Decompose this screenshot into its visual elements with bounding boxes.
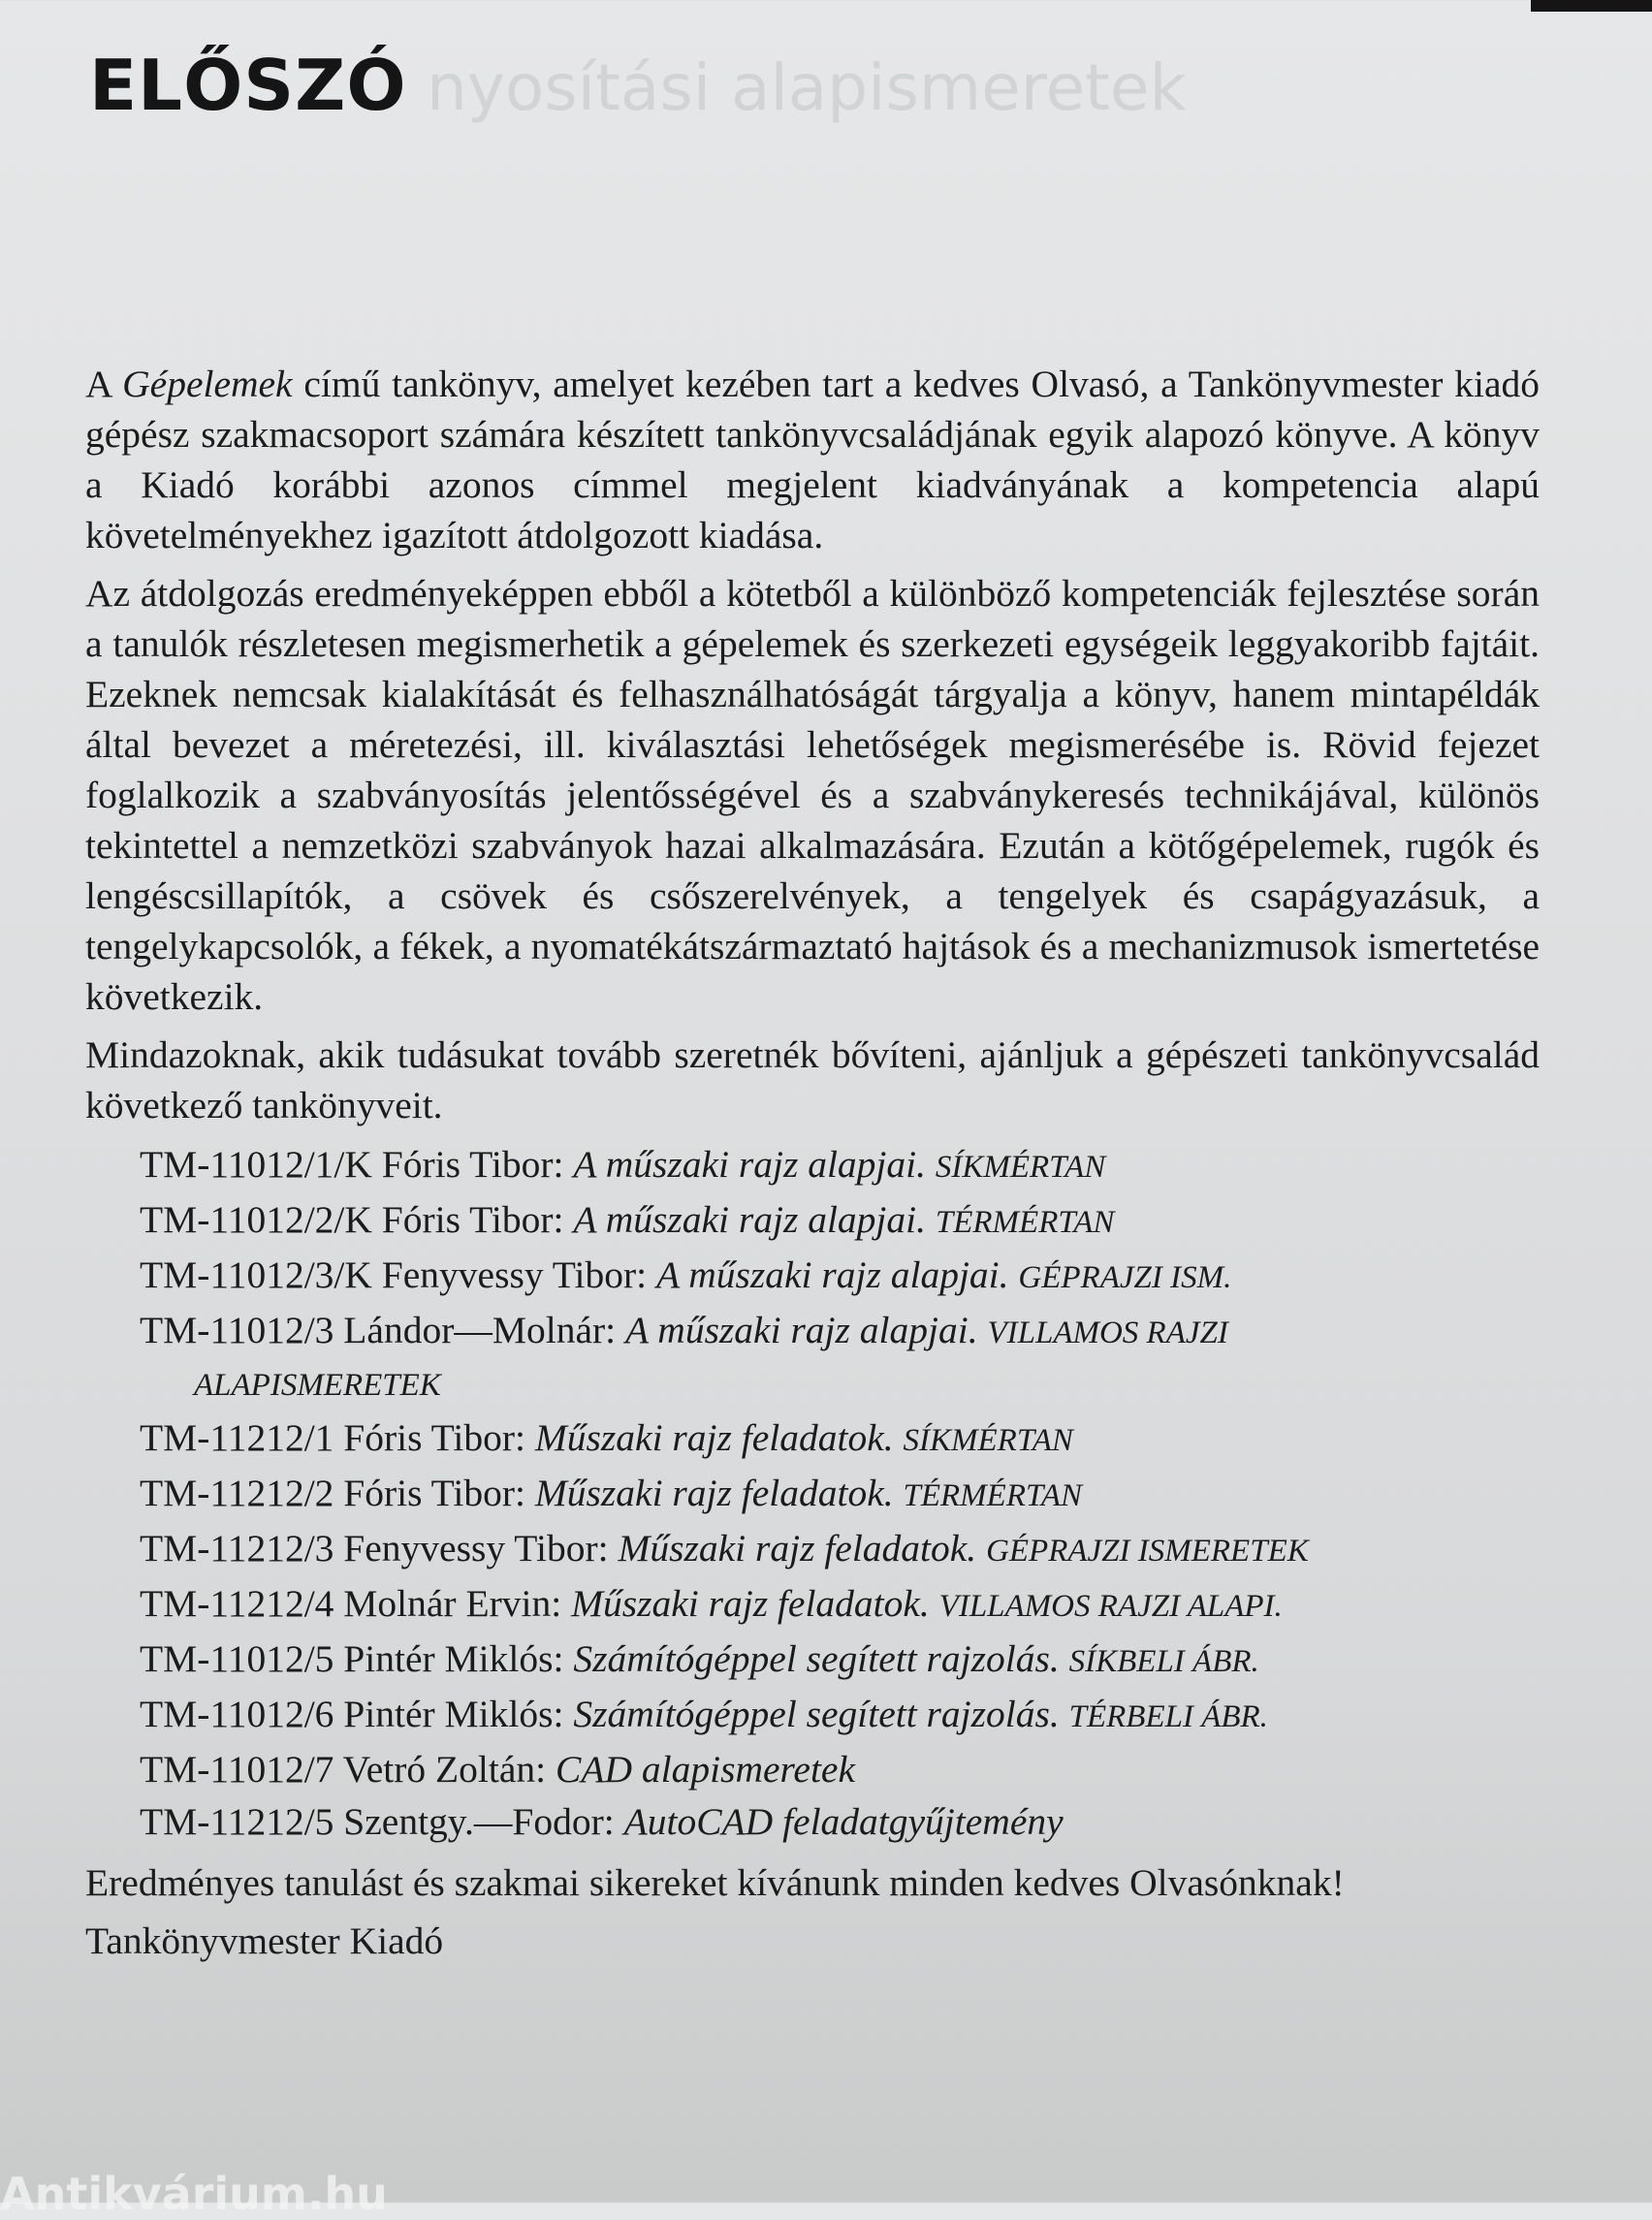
preface-body bbox=[85, 359, 1540, 1974]
publisher-signature: Tankönyvmester Kiadó bbox=[85, 1919, 444, 1962]
page-title: ELŐSZÓ bbox=[89, 45, 407, 126]
book-subtitle: TÉRBELI ÁBR. bbox=[1068, 1699, 1268, 1734]
book-code: TM-11012/7 bbox=[140, 1748, 334, 1791]
book-author: Fóris Tibor: bbox=[381, 1198, 564, 1241]
book-item bbox=[140, 1467, 1540, 1522]
book-code: TM-11012/6 bbox=[140, 1693, 334, 1735]
paragraph-contents: Az átdolgozás eredményeképpen ebből a kötetből a különböző kompetenciák fejlesztése során a tanulók részletesen megismerhetik a gépelemek és szerkezeti egységeik leggyakoribb fajtáit. Ezeknek nemcsak kialakítását és felhasználhatóságát tárgyalja a könyv, hanem mintapéldák által bevezet a méretezési, ill. kiválasztási lehetőségek megismerésébe is. Rövid fejezet foglalkozik a szabványosítás jelentősségével és a szabványkeresés technikájával, különös tekintettel a nemzetközi szabványok hazai alkalmazására. Ezután a kötőgépelemek, rugók és lengéscsillapítók, a csövek és csőszerelvények, a tengelyek és csapágyazásuk, a tengelykapcsolók, a fékek, a nyomatékátszármaztató hajtások és a mechanizmusok ismertetése következik. bbox=[85, 572, 1540, 1018]
closing-line: Eredményes tanulást és szakmai sikereket kívánunk minden kedves Olvasónknak! bbox=[85, 1861, 1345, 1904]
book-author: Lándor—Molnár: bbox=[343, 1309, 617, 1351]
book-author: Vetró Zoltán: bbox=[342, 1748, 547, 1791]
book-item bbox=[140, 1522, 1540, 1577]
book-code: TM-11012/3/K bbox=[140, 1253, 372, 1296]
book-code: TM-11012/3 bbox=[140, 1309, 334, 1351]
book-code: TM-11212/5 bbox=[140, 1800, 334, 1843]
book-author: Pintér Miklós: bbox=[343, 1637, 564, 1680]
bleed-through-title: nyosítási alapismeretek bbox=[427, 50, 1187, 125]
book-subtitle-continued: ALAPISMERETEK bbox=[194, 1368, 441, 1403]
book-subtitle: TÉRMÉRTAN bbox=[935, 1205, 1115, 1240]
book-title: Számítógéppel segített rajzolás. bbox=[573, 1693, 1060, 1735]
book-code: TM-11012/2/K bbox=[140, 1198, 372, 1241]
book-subtitle: VILLAMOS RAJZI ALAPI. bbox=[938, 1589, 1283, 1624]
book-author: Molnár Ervin: bbox=[343, 1582, 562, 1625]
book-title: Számítógéppel segített rajzolás. bbox=[573, 1637, 1060, 1680]
book-list bbox=[85, 1138, 1540, 1848]
book-author: Pintér Miklós: bbox=[343, 1693, 564, 1735]
corner-mark bbox=[1531, 0, 1652, 12]
book-item bbox=[140, 1193, 1540, 1249]
book-author: Fenyvessy Tibor: bbox=[343, 1527, 609, 1570]
book-code: TM-11212/1 bbox=[140, 1416, 334, 1459]
book-title: Műszaki rajz feladatok. bbox=[534, 1416, 894, 1459]
book-title: Műszaki rajz feladatok. bbox=[534, 1472, 894, 1514]
book-subtitle: VILLAMOS RAJZI bbox=[987, 1316, 1228, 1350]
book-item bbox=[140, 1304, 1540, 1411]
book-subtitle: GÉPRAJZI ISMERETEK bbox=[986, 1534, 1309, 1569]
paragraph-recommendation: Mindazoknak, akik tudásukat tovább szeretnék bővíteni, ajánljuk a gépészeti tankönyvcsalád következő tankönyveit. bbox=[85, 1033, 1540, 1126]
book-code: TM-11012/5 bbox=[140, 1637, 334, 1680]
book-subtitle: GÉPRAJZI ISM. bbox=[1018, 1260, 1232, 1295]
book-author: Szentgy.—Fodor: bbox=[343, 1800, 615, 1843]
book-subtitle: SÍKMÉRTAN bbox=[903, 1423, 1073, 1458]
paragraph-intro bbox=[85, 359, 1540, 560]
watermark: Antikvárium.hu bbox=[0, 2168, 388, 2220]
book-subtitle: SÍKBELI ÁBR. bbox=[1068, 1644, 1259, 1679]
book-item bbox=[140, 1688, 1540, 1743]
book-title: Műszaki rajz feladatok. bbox=[618, 1527, 977, 1570]
book-title: A műszaki rajz alapjai. bbox=[655, 1253, 1009, 1296]
book-title: A műszaki rajz alapjai. bbox=[625, 1309, 978, 1351]
book-item bbox=[140, 1577, 1540, 1633]
book-item bbox=[140, 1633, 1540, 1688]
book-item bbox=[140, 1743, 1540, 1795]
book-item bbox=[140, 1411, 1540, 1467]
intro-pre: A bbox=[85, 363, 123, 405]
book-code: TM-11212/2 bbox=[140, 1472, 334, 1514]
book-title: A műszaki rajz alapjai. bbox=[573, 1143, 926, 1186]
book-subtitle: SÍKMÉRTAN bbox=[935, 1150, 1106, 1185]
book-title: A műszaki rajz alapjai. bbox=[573, 1198, 926, 1241]
book-code: TM-11212/3 bbox=[140, 1527, 334, 1570]
book-item bbox=[140, 1795, 1540, 1848]
book-item bbox=[140, 1249, 1540, 1304]
intro-post: című tankönyv, amelyet kezében tart a kedves Olvasó, a Tankönyvmester kiadó gépész szakmacsoport számára készített tankönyvcsaládjának egyik alapozó könyve. A könyv a Kiadó korábbi azonos címmel megjelent kiadványának a kompetencia alapú követelményekhez igazított átdolgozott kiadása. bbox=[85, 363, 1540, 556]
book-author: Fóris Tibor: bbox=[343, 1416, 526, 1459]
book-code: TM-11012/1/K bbox=[140, 1143, 372, 1186]
book-author: Fóris Tibor: bbox=[343, 1472, 526, 1514]
intro-book-title: Gépelemek bbox=[122, 363, 293, 405]
book-title: CAD alapismeretek bbox=[556, 1748, 855, 1791]
book-title: AutoCAD feladatgyűjtemény bbox=[623, 1800, 1064, 1843]
book-author: Fóris Tibor: bbox=[381, 1143, 564, 1186]
book-item bbox=[140, 1138, 1540, 1193]
book-code: TM-11212/4 bbox=[140, 1582, 334, 1625]
book-subtitle: TÉRMÉRTAN bbox=[903, 1478, 1083, 1513]
book-author: Fenyvessy Tibor: bbox=[381, 1253, 648, 1296]
book-title: Műszaki rajz feladatok. bbox=[571, 1582, 930, 1625]
